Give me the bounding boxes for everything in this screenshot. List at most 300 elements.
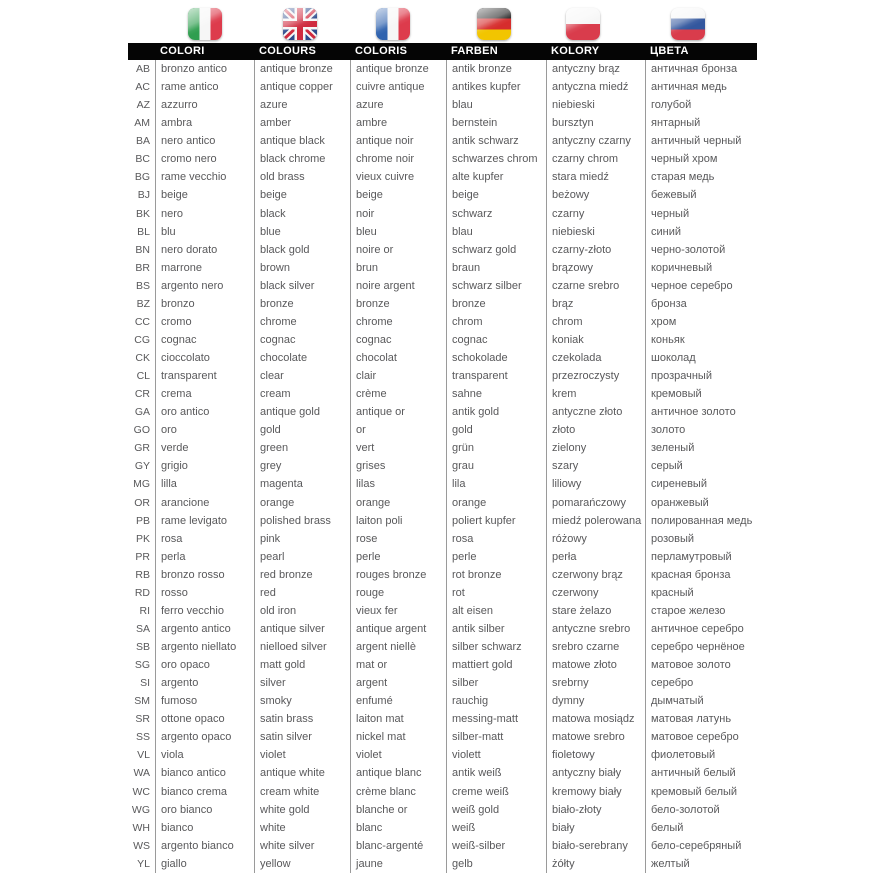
color-code-cell: WH	[132, 821, 150, 834]
color-name-cell-en: black silver	[254, 277, 350, 295]
header-colours: COLOURS	[259, 45, 317, 57]
color-name-cell-fr: laiton poli	[350, 512, 446, 530]
color-name-cell-ru: черный хром	[645, 150, 757, 168]
color-name-cell-en: black gold	[254, 241, 350, 259]
color-name-cell-pl: różowy	[546, 530, 645, 548]
color-name-cell-pl: krem	[546, 385, 645, 403]
color-name-cell-pl: kremowy biały	[546, 783, 645, 801]
color-name-cell-pl: antyczna miedź	[546, 78, 645, 96]
color-name-cell-de: perle	[446, 548, 546, 566]
color-name-cell-ru: перламутровый	[645, 548, 757, 566]
color-name-cell-de: alte kupfer	[446, 168, 546, 186]
color-name-cell-en: antique white	[254, 764, 350, 782]
color-name-cell-fr: mat or	[350, 656, 446, 674]
color-name-cell-ru: античное золото	[645, 403, 757, 421]
color-name-cell-it: nero	[155, 205, 254, 223]
color-name-cell-it: argento antico	[155, 620, 254, 638]
color-name-cell-it: viola	[155, 746, 254, 764]
color-name-cell-fr: rose	[350, 530, 446, 548]
germany-flag-icon	[477, 8, 511, 40]
color-name-cell-it: nero antico	[155, 132, 254, 150]
color-code-cell: BC	[135, 153, 150, 166]
color-name-cell-it: argento bianco	[155, 837, 254, 855]
color-name-cell-en: gold	[254, 421, 350, 439]
color-name-cell-it: lilla	[155, 475, 254, 493]
color-code-cell: WG	[131, 803, 150, 816]
header-colori: COLORI	[160, 45, 205, 57]
color-code-cell: CK	[135, 352, 150, 364]
color-name-cell-en: matt gold	[254, 656, 350, 674]
color-code-cell: AM	[134, 117, 150, 130]
color-name-cell-ru: дымчатый	[645, 692, 757, 710]
color-name-cell-en: antique silver	[254, 620, 350, 638]
color-name-cell-fr: noire argent	[350, 277, 446, 295]
color-name-cell-it: cromo nero	[155, 150, 254, 168]
color-name-cell-pl: biało-złoty	[546, 801, 645, 819]
color-name-cell-en: nielloed silver	[254, 638, 350, 656]
color-name-cell-de: silber	[446, 674, 546, 692]
color-name-cell-fr: blanc	[350, 819, 446, 837]
color-name-cell-pl: niebieski	[546, 96, 645, 114]
color-name-cell-it: fumoso	[155, 692, 254, 710]
color-name-cell-it: argento niellato	[155, 638, 254, 656]
color-name-cell-fr: ambre	[350, 114, 446, 132]
color-name-cell-pl: szary	[546, 457, 645, 475]
color-name-cell-pl: matowa mosiądz	[546, 710, 645, 728]
russia-flag-icon	[671, 8, 705, 40]
color-name-cell-pl: stare żelazo	[546, 602, 645, 620]
color-name-cell-fr: crème blanc	[350, 783, 446, 801]
color-code-cell: BA	[135, 135, 150, 148]
color-name-cell-fr: vieux fer	[350, 602, 446, 620]
color-name-cell-pl: antyczny brąz	[546, 60, 645, 78]
color-name-cell-fr: cuivre antique	[350, 78, 446, 96]
color-name-cell-de: mattiert gold	[446, 656, 546, 674]
color-name-cell-en: silver	[254, 674, 350, 692]
color-name-cell-en: smoky	[254, 692, 350, 710]
color-name-cell-fr: antique or	[350, 403, 446, 421]
color-code-cell: SG	[134, 659, 150, 672]
color-name-cell-en: satin silver	[254, 728, 350, 746]
color-name-cell-it: ferro vecchio	[155, 602, 254, 620]
color-code-cell: OR	[134, 496, 150, 509]
color-code-cell: MG	[133, 478, 150, 491]
color-name-cell-pl: biały	[546, 819, 645, 837]
color-code-cell: SA	[135, 622, 150, 635]
color-name-cell-ru: бело-серебряный	[645, 837, 757, 855]
header-farben: FARBEN	[451, 45, 499, 57]
color-name-cell-it: cromo	[155, 313, 254, 331]
color-name-cell-it: bianco	[155, 819, 254, 837]
header-coloris: COLORIS	[355, 45, 408, 57]
color-code-cell: BR	[135, 261, 150, 274]
color-name-cell-it: beige	[155, 186, 254, 204]
color-name-cell-en: orange	[254, 494, 350, 512]
color-name-cell-de: transparent	[446, 367, 546, 385]
color-name-cell-ru: серый	[645, 457, 757, 475]
color-name-cell-pl: srebrny	[546, 674, 645, 692]
color-name-cell-it: rosa	[155, 530, 254, 548]
color-name-cell-pl: przezroczysty	[546, 367, 645, 385]
color-code-cell: VL	[137, 749, 150, 762]
color-name-cell-en: satin brass	[254, 710, 350, 728]
color-name-cell-pl: czarny	[546, 205, 645, 223]
color-name-cell-en: cream white	[254, 783, 350, 801]
color-name-cell-fr: azure	[350, 96, 446, 114]
color-name-cell-fr: bronze	[350, 295, 446, 313]
color-name-cell-en: blue	[254, 223, 350, 241]
color-name-cell-en: pearl	[254, 548, 350, 566]
color-name-cell-it: argento nero	[155, 277, 254, 295]
color-name-cell-en: magenta	[254, 475, 350, 493]
color-name-cell-en: brown	[254, 259, 350, 277]
color-translation-page	[128, 8, 757, 873]
color-name-cell-de: antik bronze	[446, 60, 546, 78]
header-kolory: KOLORY	[551, 45, 600, 57]
color-name-cell-de: rot bronze	[446, 566, 546, 584]
color-name-cell-de: bernstein	[446, 114, 546, 132]
color-name-cell-pl: koniak	[546, 331, 645, 349]
color-name-cell-pl: srebro czarne	[546, 638, 645, 656]
color-name-cell-de: blau	[446, 96, 546, 114]
color-name-cell-fr: antique argent	[350, 620, 446, 638]
color-name-cell-pl: czarne srebro	[546, 277, 645, 295]
united-kingdom-flag-icon	[283, 8, 317, 40]
color-name-cell-en: black	[254, 205, 350, 223]
color-code-cell: GA	[134, 406, 150, 419]
color-code-cell: SR	[135, 713, 150, 726]
color-name-cell-ru: коньяк	[645, 331, 757, 349]
color-name-cell-fr: brun	[350, 259, 446, 277]
color-code-cell: BG	[134, 171, 150, 184]
color-name-cell-ru: черно-золотой	[645, 241, 757, 259]
color-name-cell-ru: бежевый	[645, 186, 757, 204]
color-name-cell-pl: czekolada	[546, 349, 645, 367]
color-name-cell-pl: czarny chrom	[546, 150, 645, 168]
italy-flag-icon	[188, 8, 222, 40]
color-name-cell-ru: матовая латунь	[645, 710, 757, 728]
color-name-cell-fr: grises	[350, 457, 446, 475]
color-name-cell-fr: vert	[350, 439, 446, 457]
color-name-cell-pl: pomarańczowy	[546, 494, 645, 512]
color-name-cell-it: transparent	[155, 367, 254, 385]
color-name-cell-ru: кремовый	[645, 385, 757, 403]
color-name-cell-fr: chocolat	[350, 349, 446, 367]
color-name-cell-de: antik schwarz	[446, 132, 546, 150]
color-name-cell-en: antique gold	[254, 403, 350, 421]
color-name-cell-fr: jaune	[350, 855, 446, 873]
color-name-cell-de: braun	[446, 259, 546, 277]
color-name-cell-de: rauchig	[446, 692, 546, 710]
color-name-cell-pl: złoto	[546, 421, 645, 439]
color-name-cell-en: green	[254, 439, 350, 457]
color-name-cell-en: cognac	[254, 331, 350, 349]
color-name-cell-de: weiß-silber	[446, 837, 546, 855]
color-name-cell-it: grigio	[155, 457, 254, 475]
color-name-cell-de: rot	[446, 584, 546, 602]
color-name-cell-ru: черный	[645, 205, 757, 223]
color-code-cell: PB	[135, 514, 150, 527]
color-name-cell-it: oro bianco	[155, 801, 254, 819]
color-name-cell-en: amber	[254, 114, 350, 132]
color-name-cell-de: silber-matt	[446, 728, 546, 746]
color-name-cell-ru: матовое золото	[645, 656, 757, 674]
color-code-cell: SS	[135, 731, 150, 744]
color-name-cell-pl: matowe srebro	[546, 728, 645, 746]
color-code-cell: RD	[134, 586, 150, 599]
color-name-cell-ru: серебро чернёное	[645, 638, 757, 656]
color-name-cell-en: yellow	[254, 855, 350, 873]
color-code-cell: CR	[134, 388, 150, 401]
color-name-cell-it: blu	[155, 223, 254, 241]
color-name-cell-it: crema	[155, 385, 254, 403]
color-name-cell-en: grey	[254, 457, 350, 475]
color-name-cell-fr: orange	[350, 494, 446, 512]
color-code-cell: PR	[135, 550, 150, 563]
color-name-cell-de: alt eisen	[446, 602, 546, 620]
color-name-cell-ru: красный	[645, 584, 757, 602]
color-code-cell: BZ	[136, 297, 150, 310]
color-name-cell-de: schwarz silber	[446, 277, 546, 295]
color-name-cell-ru: кремовый белый	[645, 783, 757, 801]
color-name-cell-ru: шоколад	[645, 349, 757, 367]
color-name-cell-ru: античное серебро	[645, 620, 757, 638]
color-name-cell-en: bronze	[254, 295, 350, 313]
color-name-cell-ru: прозрачный	[645, 367, 757, 385]
color-name-cell-de: lila	[446, 475, 546, 493]
color-name-cell-ru: желтый	[645, 855, 757, 873]
color-name-cell-en: black chrome	[254, 150, 350, 168]
color-code-cell: BJ	[137, 189, 150, 202]
color-name-cell-it: marrone	[155, 259, 254, 277]
color-name-cell-pl: brązowy	[546, 259, 645, 277]
color-name-cell-de: beige	[446, 186, 546, 204]
color-name-cell-pl: dymny	[546, 692, 645, 710]
color-name-cell-it: oro antico	[155, 403, 254, 421]
color-name-cell-ru: хром	[645, 313, 757, 331]
color-name-cell-pl: perła	[546, 548, 645, 566]
color-name-cell-en: white	[254, 819, 350, 837]
color-name-cell-pl: biało-serebrany	[546, 837, 645, 855]
color-code-cell: PK	[135, 532, 150, 545]
color-name-cell-ru: бело-золотой	[645, 801, 757, 819]
color-name-cell-en: antique black	[254, 132, 350, 150]
color-name-cell-pl: miedź polerowana	[546, 512, 645, 530]
color-name-cell-pl: antyczny biały	[546, 764, 645, 782]
color-name-cell-fr: chrome noir	[350, 150, 446, 168]
color-code-cell: BK	[135, 207, 150, 220]
color-name-cell-de: schwarz	[446, 205, 546, 223]
color-name-cell-it: ottone opaco	[155, 710, 254, 728]
color-code-cell: SB	[135, 641, 150, 653]
color-code-cell: AZ	[136, 99, 150, 112]
color-name-cell-ru: античная медь	[645, 78, 757, 96]
color-name-cell-de: orange	[446, 494, 546, 512]
color-code-cell: CC	[134, 315, 150, 328]
flags-row	[128, 8, 757, 43]
color-code-cell: YL	[137, 857, 150, 870]
color-name-cell-ru: оранжевый	[645, 494, 757, 512]
color-name-cell-ru: античная бронза	[645, 60, 757, 78]
color-code-cell: RB	[135, 568, 150, 581]
color-name-cell-it: oro opaco	[155, 656, 254, 674]
color-name-cell-pl: czerwony	[546, 584, 645, 602]
color-code-cell: WC	[132, 785, 150, 798]
color-name-cell-it: bianco crema	[155, 783, 254, 801]
color-name-cell-de: chrom	[446, 313, 546, 331]
color-name-cell-de: antikes kupfer	[446, 78, 546, 96]
color-name-cell-it: rosso	[155, 584, 254, 602]
color-name-cell-fr: antique noir	[350, 132, 446, 150]
color-name-cell-en: violet	[254, 746, 350, 764]
color-name-cell-pl: beżowy	[546, 186, 645, 204]
color-name-cell-ru: синий	[645, 223, 757, 241]
color-name-cell-de: cognac	[446, 331, 546, 349]
color-name-cell-ru: серебро	[645, 674, 757, 692]
color-name-cell-ru: коричневый	[645, 259, 757, 277]
color-name-cell-en: old brass	[254, 168, 350, 186]
color-code-cell: GY	[134, 460, 150, 473]
color-name-cell-en: polished brass	[254, 512, 350, 530]
color-name-cell-pl: chrom	[546, 313, 645, 331]
color-name-cell-ru: золото	[645, 421, 757, 439]
color-name-cell-en: red bronze	[254, 566, 350, 584]
table-body	[128, 60, 757, 873]
color-name-cell-en: old iron	[254, 602, 350, 620]
color-code-cell: GR	[134, 442, 150, 455]
color-name-cell-it: azzurro	[155, 96, 254, 114]
poland-flag-icon	[566, 8, 600, 40]
color-name-cell-fr: bleu	[350, 223, 446, 241]
color-name-cell-fr: perle	[350, 548, 446, 566]
color-name-cell-de: gelb	[446, 855, 546, 873]
color-name-cell-en: azure	[254, 96, 350, 114]
color-code-cell: BS	[135, 279, 150, 292]
color-code-cell: AC	[135, 81, 150, 94]
color-name-cell-en: antique bronze	[254, 60, 350, 78]
color-name-cell-en: chocolate	[254, 349, 350, 367]
color-name-cell-en: antique copper	[254, 78, 350, 96]
color-name-cell-it: bronzo	[155, 295, 254, 313]
color-name-cell-de: antik gold	[446, 403, 546, 421]
color-name-cell-fr: enfumé	[350, 692, 446, 710]
color-name-cell-it: argento	[155, 674, 254, 692]
color-name-cell-pl: liliowy	[546, 475, 645, 493]
color-name-cell-en: chrome	[254, 313, 350, 331]
color-code-cell: GO	[133, 424, 150, 437]
color-code-cell: BN	[135, 243, 150, 256]
color-name-cell-it: rame antico	[155, 78, 254, 96]
color-name-cell-pl: stara miedź	[546, 168, 645, 186]
color-code-cell: CL	[136, 370, 150, 383]
color-name-cell-fr: lilas	[350, 475, 446, 493]
color-name-cell-fr: argent niellè	[350, 638, 446, 656]
color-name-cell-pl: antyczne srebro	[546, 620, 645, 638]
color-name-cell-pl: bursztyn	[546, 114, 645, 132]
color-name-cell-de: gold	[446, 421, 546, 439]
color-name-cell-fr: laiton mat	[350, 710, 446, 728]
color-name-cell-fr: clair	[350, 367, 446, 385]
color-name-cell-it: nero dorato	[155, 241, 254, 259]
color-name-cell-it: cioccolato	[155, 349, 254, 367]
color-name-cell-it: oro	[155, 421, 254, 439]
color-name-cell-fr: rouges bronze	[350, 566, 446, 584]
color-name-cell-de: schokolade	[446, 349, 546, 367]
color-name-cell-pl: antyczne złoto	[546, 403, 645, 421]
color-name-cell-ru: античный черный	[645, 132, 757, 150]
color-name-cell-de: creme weiß	[446, 783, 546, 801]
color-name-cell-fr: blanche or	[350, 801, 446, 819]
color-name-cell-it: cognac	[155, 331, 254, 349]
color-name-cell-fr: nickel mat	[350, 728, 446, 746]
color-name-cell-fr: chrome	[350, 313, 446, 331]
color-name-cell-en: red	[254, 584, 350, 602]
color-name-cell-fr: antique bronze	[350, 60, 446, 78]
header-tsveta: ЦВЕТА	[650, 45, 689, 57]
color-name-cell-ru: белый	[645, 819, 757, 837]
color-name-cell-fr: blanc-argenté	[350, 837, 446, 855]
color-name-cell-fr: vieux cuivre	[350, 168, 446, 186]
color-name-cell-fr: beige	[350, 186, 446, 204]
color-name-cell-ru: красная бронза	[645, 566, 757, 584]
color-name-cell-en: cream	[254, 385, 350, 403]
color-name-cell-de: sahne	[446, 385, 546, 403]
color-name-cell-pl: brąz	[546, 295, 645, 313]
color-code-cell: WA	[133, 767, 150, 780]
color-name-cell-ru: зеленый	[645, 439, 757, 457]
color-name-cell-de: blau	[446, 223, 546, 241]
color-name-cell-fr: argent	[350, 674, 446, 692]
color-name-cell-pl: zielony	[546, 439, 645, 457]
color-name-cell-de: silber schwarz	[446, 638, 546, 656]
color-name-cell-pl: czarny-złoto	[546, 241, 645, 259]
color-name-cell-de: rosa	[446, 530, 546, 548]
color-name-cell-en: white gold	[254, 801, 350, 819]
color-name-cell-pl: fioletowy	[546, 746, 645, 764]
color-name-cell-pl: matowe złoto	[546, 656, 645, 674]
color-name-cell-de: schwarz gold	[446, 241, 546, 259]
color-name-cell-it: arancione	[155, 494, 254, 512]
color-name-cell-de: antik weiß	[446, 764, 546, 782]
color-name-cell-it: ambra	[155, 114, 254, 132]
color-name-cell-pl: niebieski	[546, 223, 645, 241]
color-name-cell-fr: antique blanc	[350, 764, 446, 782]
color-name-cell-it: verde	[155, 439, 254, 457]
france-flag-icon	[376, 8, 410, 40]
color-name-cell-en: clear	[254, 367, 350, 385]
color-name-cell-de: grün	[446, 439, 546, 457]
color-name-cell-it: rame vecchio	[155, 168, 254, 186]
color-name-cell-fr: noir	[350, 205, 446, 223]
color-code-cell: SI	[140, 677, 150, 690]
color-name-cell-fr: crème	[350, 385, 446, 403]
color-code-cell: BL	[137, 225, 150, 238]
color-name-cell-de: violett	[446, 746, 546, 764]
color-name-cell-de: grau	[446, 457, 546, 475]
color-code-cell: CG	[134, 333, 150, 346]
color-name-cell-pl: antyczny czarny	[546, 132, 645, 150]
color-name-cell-pl: żółty	[546, 855, 645, 873]
color-name-cell-fr: violet	[350, 746, 446, 764]
color-name-cell-en: white silver	[254, 837, 350, 855]
color-name-cell-de: messing-matt	[446, 710, 546, 728]
color-name-cell-it: perla	[155, 548, 254, 566]
color-name-cell-ru: янтарный	[645, 114, 757, 132]
color-name-cell-ru: старая медь	[645, 168, 757, 186]
color-name-cell-de: poliert kupfer	[446, 512, 546, 530]
color-code-cell: SM	[134, 695, 150, 708]
color-name-cell-ru: античный белый	[645, 764, 757, 782]
